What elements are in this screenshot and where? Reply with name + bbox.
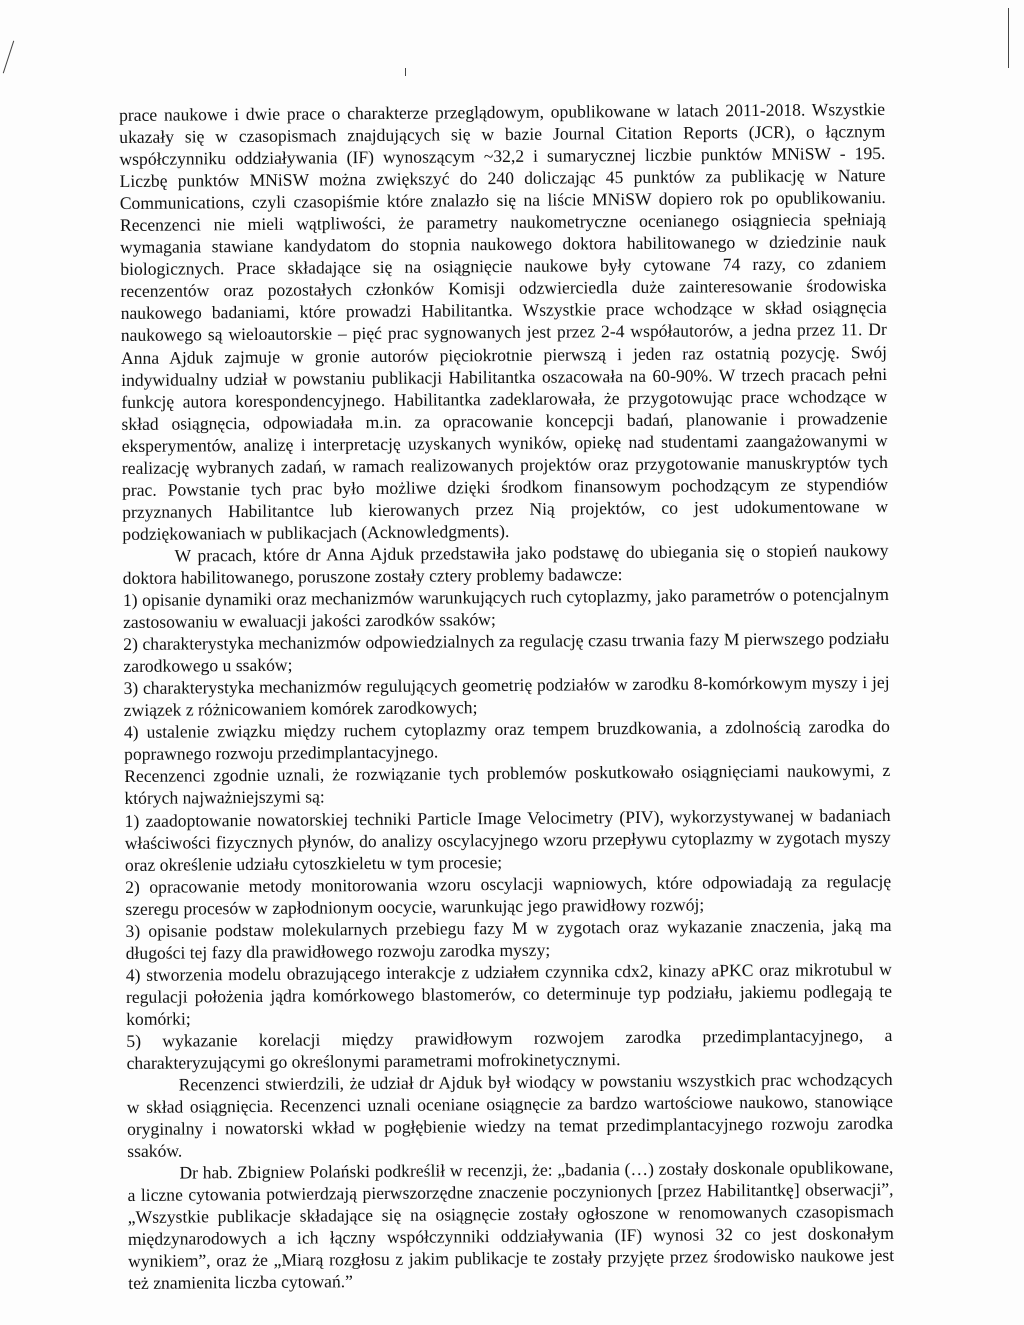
list-item: 2) opracowanie metody monitorowania wzoru oscylacji wapniowych, które odpowiadają za regulację szeregu procesów w zapłodnionym oocycie, warunkując jego prawidłowy rozwój;	[125, 870, 892, 919]
paragraph: prace naukowe i dwie prace o charakterze przeglądowym, opublikowane w latach 2011-2018. Wszystkie ukazały się w czasopismach znajdujących się w bazie Journal Citation Reports (JCR), o łącznym współczynniku oddziaływania (IF) wynoszącym ~32,2 i sumarycznej liczbie punktów MNiSW - 195. Liczbę punktów MNiSW można zwiększyć do 240 doliczając 45 punktów za publikację w Nature Communications, czyli czasopiśmie które znalazło się na liście MNiSW dopiero rok po opublikowaniu. Recenzenci nie mieli wątpliwości, że parametry naukometryczne ocenianego osiągniecia spełniają wymagania stawiane kandydatom do stopnia naukowego doktora habilitowanego w dziedzinie nauk biologicznych. Prace składające się na osiągnięcie naukowe były cytowane 74 razy, co zdaniem recenzentów oraz pozostałych członków Komisji odzwierciedla duże zainteresowanie środowiska naukowego badaniami, które prowadzi Habilitantka. Wszystkie prace wchodzące w skład osiągnęcia naukowego są wieloautorskie – pięć prac sygnowanych jest przez 2-4 współautorów, a jedna przez 11. Dr Anna Ajduk zajmuje w gronie autorów pięciokrotnie pierwszą i jeden raz ostatnią pozycję. Swój indywidualny udział w powstaniu publikacji Habilitantka oszacowała na 60-90%. W trzech pracach pełni funkcję autora korespondencyjnego. Habilitantka zadeklarowała, że przygotowując prace wchodzące w skład osiągnęcia, odpowiadała m.in. za opracowanie koncepcji badań, planowanie i prowadzenie eksperymentów, analizę i interpretację uzyskanych wyników, opiekę nad studentami zaangażowanymi w realizację wybranych zadań, w ramach realizowanych projektów oraz przygotowanie manuskryptów tych prac. Powstanie tych prac było możliwe dzięki środkom finansowym pochodzącym ze stypendiów przyznanych Habilitantce lub kierowanych przez Nią projektów, co jest udokumentowane w podziękowaniach w publikacjach (Acknowledgments).	[119, 98, 889, 544]
scan-mark	[3, 41, 14, 74]
document-body	[119, 98, 894, 1295]
scan-mark	[1008, 8, 1009, 68]
paragraph: W pracach, które dr Anna Ajduk przedstawiła jako podstawę do ubiegania się o stopień naukowy doktora habilitowanego, poruszone zostały cztery problemy badawcze:	[122, 539, 889, 588]
paragraph: Recenzenci zgodnie uznali, że rozwiązanie tych problemów poskutkowało osiągnięciami naukowymi, z których najważniejszymi są:	[124, 760, 891, 809]
list-item: 1) opisanie dynamiki oraz mechanizmów warunkujących ruch cytoplazmy, jako parametrów o potencjalnym zastosowaniu w ewaluacji jakości zarodków ssaków;	[122, 584, 889, 633]
list-item: 2) charakterystyka mechanizmów odpowiedzialnych za regulację czasu trwania fazy M pierwszego podziału zarodkowego u ssaków;	[123, 628, 890, 677]
list-item: 3) charakterystyka mechanizmów regulujących geometrię podziałów w zarodku 8-komórkowym myszy i jej związek z różnicowaniem komórek zarodkowych;	[123, 672, 890, 721]
list-item: 3) opisanie podstaw molekularnych przebiegu fazy M w zygotach oraz wykazanie znaczenia, jaką ma długości tej fazy dla prawidłowego rozwoju zarodka myszy;	[125, 914, 892, 963]
scan-mark	[405, 68, 406, 76]
paragraph: Dr hab. Zbigniew Polański podkreślił w recenzji, że: „badania (…) zostały doskonale opublikowane, a liczne cytowania potwierdzają pierwszorzędne znaczenie poczynionych [przez Habilitantkę] obserwacji”, „Wszystkie publikacje składające się na osiągnęcie zostały ogłoszone w renomowanych czasopismach międzynarodowych a ich łączny współczynniki oddziaływania (IF) wynosi 32 co jest doskonałym wynikiem”, oraz że „Miarą rozgłosu z jakim publikacje te zostały przyjęte przez środowisko naukowe jest też znamienita liczba cytowań.”	[127, 1157, 895, 1294]
list-item: 4) ustalenie związku między ruchem cytoplazmy oraz tempem bruzdkowania, a zdolnością zarodka do poprawnego rozwoju przedimplantacyjnego.	[123, 716, 890, 765]
paragraph: Recenzenci stwierdzili, że udział dr Ajduk był wiodący w powstaniu wszystkich prac wchodzących w skład osiągnięcia. Recenzenci uznali oceniane osiągnęcie za bardzo wartościowe naukowo, stanowiące oryginalny i nowatorski wkład w pogłębienie wiedzy na temat przedimplantacyjnego rozwoju zarodka ssaków.	[126, 1069, 894, 1162]
list-item: 5) wykazanie korelacji między prawidłowym rozwojem zarodka przedimplantacyjnego, a charakteryzującymi go określonymi parametrami mofrokinetycznymi.	[126, 1024, 893, 1073]
list-item: 1) zaadoptowanie nowatorskiej techniki Particle Image Velocimetry (PIV), wykorzystywanej w badaniach właściwości fizycznych płynów, do analizy oscylacyjnego wzoru przepływu cytoplazmy w zygotach myszy oraz określenie udziału cytoszkieletu w tym procesie;	[124, 804, 891, 875]
list-item: 4) stworzenia modelu obrazującego interakcje z udziałem czynnika cdx2, kinazy aPKC oraz mikrotubul w regulacji położenia jądra komórkowego blastomerów, co determinuje typ podziału, jakiemu podlegają te komórki;	[125, 958, 893, 1029]
